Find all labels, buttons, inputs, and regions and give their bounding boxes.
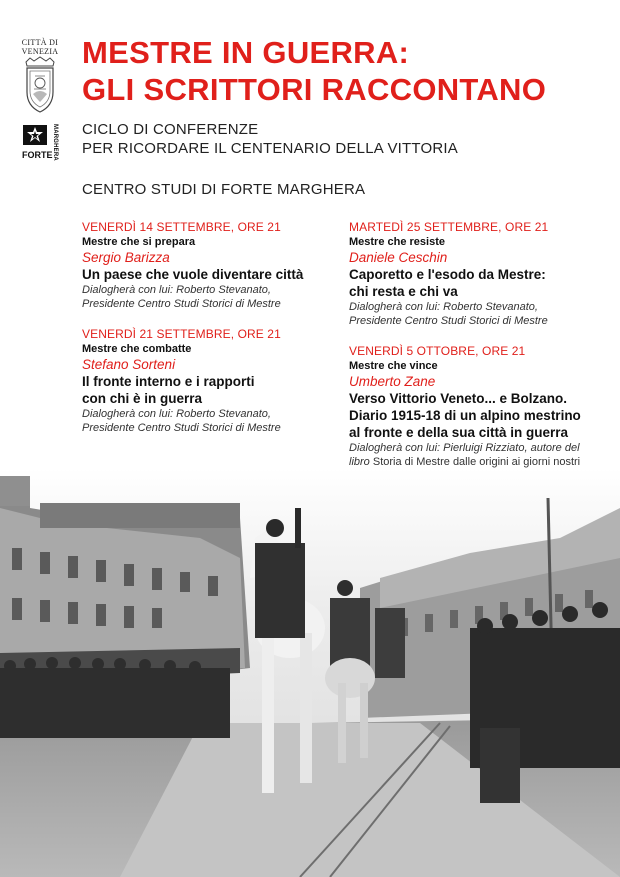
event-dialog [82, 283, 344, 311]
event-book-line: chi resta e chi va [349, 284, 458, 299]
marghera-logo-vertical: MARGHERA [52, 124, 58, 161]
event-dialog [349, 300, 615, 328]
event-date: MARTEDÌ 25 SETTEMBRE, ORE 21 [349, 220, 549, 234]
event-theme: Mestre che si prepara [82, 236, 196, 248]
event-date: VENERDÌ 14 SETTEMBRE, ORE 21 [82, 220, 281, 234]
forte-marghera-logo [22, 124, 62, 160]
event-dialog-line: Presidente Centro Studi Storici di Mestre [82, 422, 281, 434]
event-book-title [82, 373, 344, 407]
event-dialog-book-title: Storia di Mestre dalle origini ai giorni nostri [372, 456, 581, 468]
event-dialog-line: Presidente Centro Studi Storici di Mestre [82, 298, 281, 310]
page-title [82, 34, 612, 108]
event-item [349, 220, 615, 328]
event-dialog-italic: libro [349, 456, 370, 468]
venice-crest-icon [20, 56, 60, 114]
title-line-2: GLI SCRITTORI RACCONTANO [82, 72, 547, 107]
subtitle-line-1: CICLO DI CONFERENZE [82, 121, 259, 138]
subtitle [82, 120, 458, 158]
event-dialog-line: Dialogherà con lui: Roberto Stevanato, [82, 408, 271, 420]
city-logo-line2: VENEZIA [21, 47, 59, 56]
forte-star-icon [22, 124, 48, 146]
event-book-line: Diario 1915-18 di un alpino mestrino [349, 408, 581, 423]
event-dialog-line: Presidente Centro Studi Storici di Mestre [349, 315, 548, 327]
event-dialog-line: Dialogherà con lui: Roberto Stevanato, [82, 284, 271, 296]
event-author: Sergio Barizza [82, 250, 170, 265]
event-author: Umberto Zane [349, 374, 436, 389]
event-dialog-line: Dialogherà con lui: Pierluigi Rizziato, autore del [349, 442, 580, 454]
event-dialog [82, 407, 344, 435]
event-book-title: Un paese che vuole diventare città [82, 267, 304, 282]
event-book-line: Verso Vittorio Veneto... e Bolzano. [349, 391, 568, 406]
city-logo-line1: CITTÀ DI [21, 38, 59, 47]
event-book-line: al fronte e della sua città in guerra [349, 425, 569, 440]
event-book-line: con chi è in guerra [82, 391, 203, 406]
event-date: VENERDÌ 21 SETTEMBRE, ORE 21 [82, 327, 281, 341]
title-line-1: MESTRE IN GUERRA: [82, 35, 410, 70]
event-author: Daniele Ceschin [349, 250, 448, 265]
event-dialog-line: Dialogherà con lui: Roberto Stevanato, [349, 301, 538, 313]
event-book-title [349, 390, 615, 441]
event-dialog [349, 441, 615, 469]
event-date: VENERDÌ 5 OTTOBRE, ORE 21 [349, 344, 526, 358]
event-theme: Mestre che combatte [82, 343, 192, 355]
event-theme: Mestre che vince [349, 360, 438, 372]
historical-photo [0, 468, 620, 877]
event-item [82, 220, 344, 311]
event-item [349, 344, 615, 469]
event-book-line: Il fronte interno e i rapporti [82, 374, 255, 389]
citta-di-venezia-logo [20, 38, 60, 119]
event-book-title [349, 266, 615, 300]
event-theme: Mestre che resiste [349, 236, 445, 248]
event-book-line: Caporetto e l'esodo da Mestre: [349, 267, 546, 282]
event-author: Stefano Sorteni [82, 357, 176, 372]
forte-logo-word: FORTE [22, 150, 53, 160]
event-dialog-line [349, 455, 615, 469]
event-item [82, 327, 344, 435]
subtitle-line-2: PER RICORDARE IL CENTENARIO DELLA VITTORIA [82, 140, 458, 157]
venue-label: CENTRO STUDI DI FORTE MARGHERA [82, 181, 366, 198]
